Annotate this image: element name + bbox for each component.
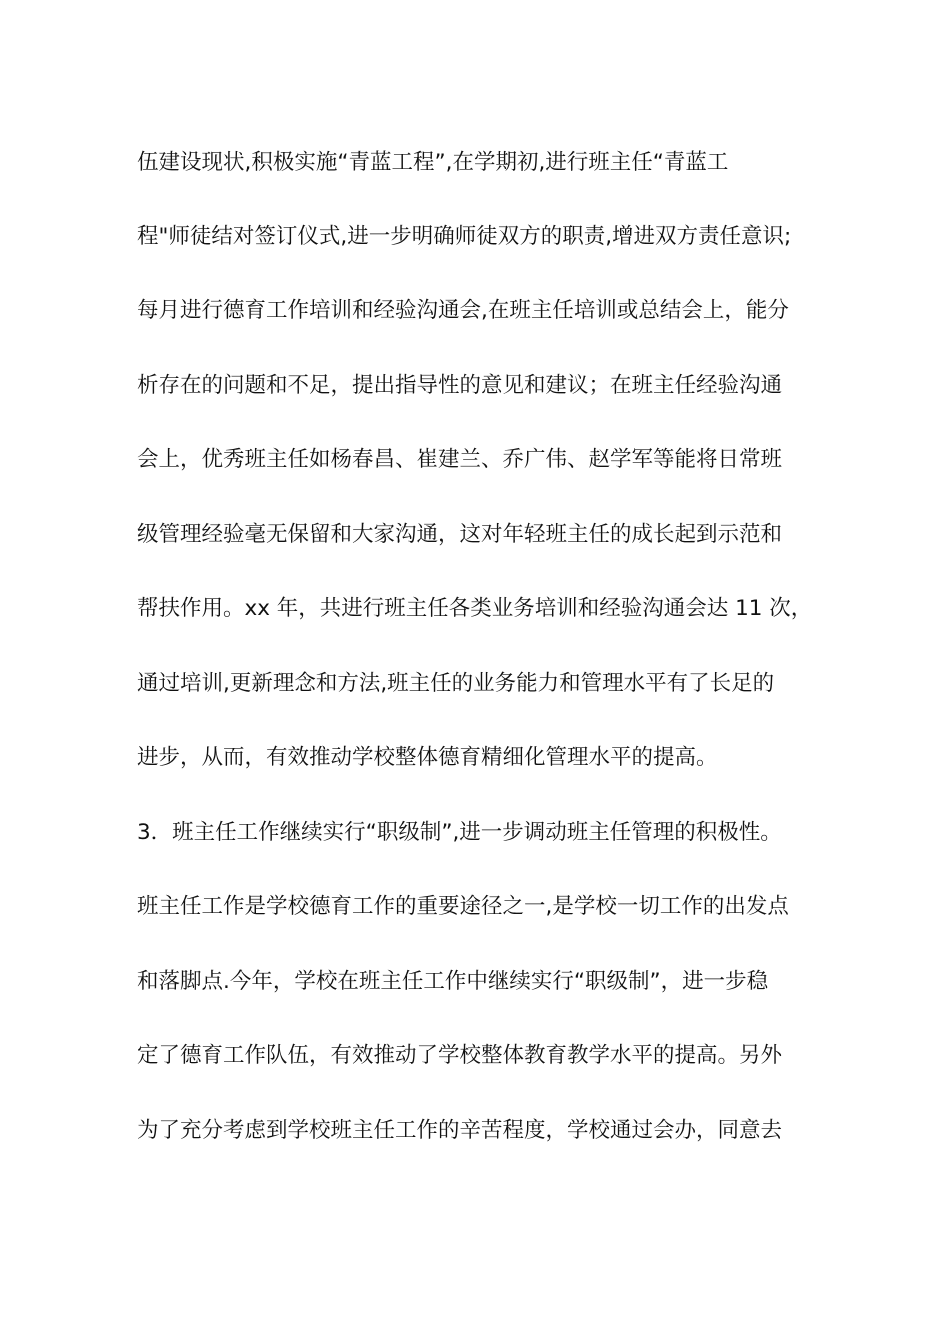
text-line: 为了充分考虑到学校班主任工作的辛苦程度，学校通过会办，同意去: [137, 1118, 783, 1143]
text-line: 级管理经验毫无保留和大家沟通，这对年轻班主任的成长起到示范和: [137, 522, 783, 547]
text-line: 程"师徒结对签订仪式,进一步明确师徒双方的职责,增进双方责任意识;: [137, 224, 792, 249]
text-line: 定了德育工作队伍，有效推动了学校整体教育教学水平的提高。另外: [137, 1043, 783, 1068]
text-line: 班主任工作是学校德育工作的重要途径之一,是学校一切工作的出发点: [137, 894, 789, 919]
section-heading: 3．班主任工作继续实行“职级制”,进一步调动班主任管理的积极性。: [137, 820, 782, 845]
text-line: 伍建设现状,积极实施“青蓝工程”,在学期初,进行班主任“青蓝工: [137, 150, 729, 175]
text-line: 每月进行德育工作培训和经验沟通会,在班主任培训或总结会上，能分: [137, 298, 789, 323]
text-line: 帮扶作用。xx 年，共进行班主任各类业务培训和经验沟通会达 11 次，: [137, 596, 813, 621]
text-line: 析存在的问题和不足，提出指导性的意见和建议；在班主任经验沟通: [137, 373, 783, 398]
text-line: 进步，从而，有效推动学校整体德育精细化管理水平的提高。: [137, 745, 718, 770]
text-line: 通过培训,更新理念和方法,班主任的业务能力和管理水平有了长足的: [137, 671, 775, 696]
text-line: 和落脚点.今年，学校在班主任工作中继续实行“职级制”，进一步稳: [137, 969, 769, 994]
text-line: 会上，优秀班主任如杨春昌、崔建兰、乔广伟、赵学军等能将日常班: [137, 447, 783, 472]
